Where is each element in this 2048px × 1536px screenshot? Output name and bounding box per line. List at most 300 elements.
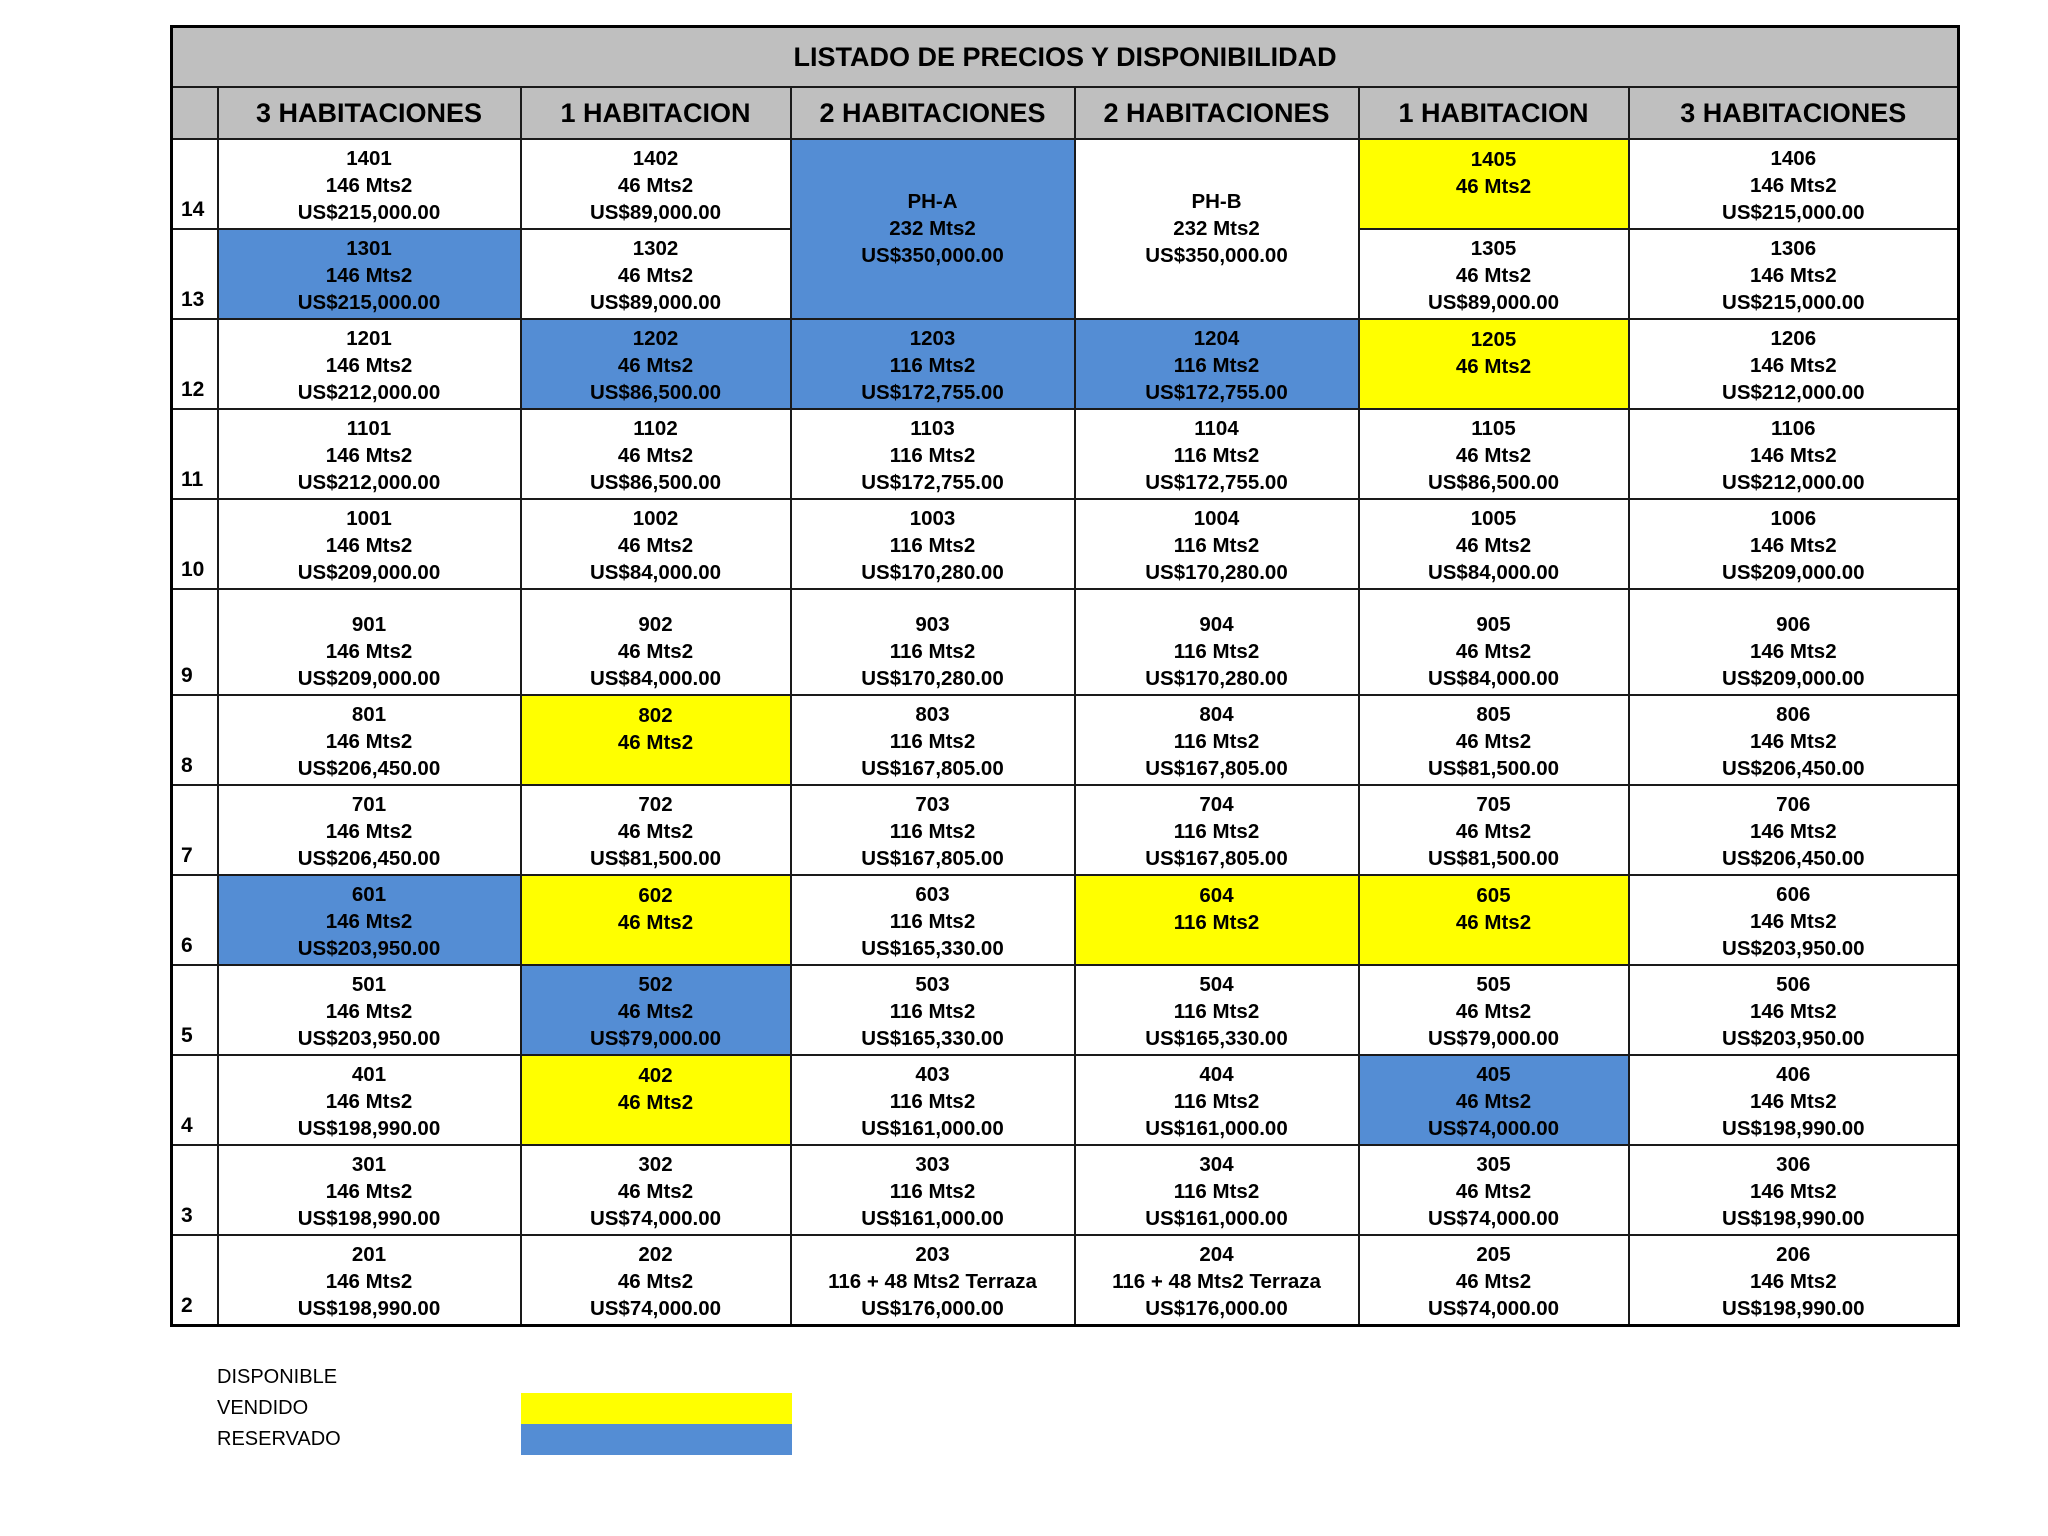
- unit-area: 116 Mts2: [889, 444, 976, 467]
- unit-cell: [521, 139, 791, 229]
- unit-number: 1302: [632, 237, 679, 260]
- header-col-2: 1 HABITACION: [521, 87, 791, 139]
- unit-number: 802: [638, 704, 673, 727]
- floor-number: 14: [172, 139, 218, 229]
- price-availability-table: [170, 25, 1960, 1327]
- unit-price: US$170,280.00: [861, 667, 1004, 690]
- unit-area: 116 Mts2: [1173, 1090, 1260, 1113]
- table-title: LISTADO DE PRECIOS Y DISPONIBILIDAD: [172, 27, 1959, 88]
- unit-number: 303: [915, 1153, 950, 1176]
- unit-price: US$74,000.00: [589, 1207, 722, 1230]
- unit-price: US$167,805.00: [861, 847, 1004, 870]
- unit-cell: [791, 1235, 1075, 1325]
- unit-number: 203: [915, 1242, 950, 1266]
- unit-number: PH-A: [907, 189, 958, 213]
- unit-cell: [1075, 589, 1359, 695]
- unit-area: 116 Mts2: [889, 534, 976, 557]
- unit-number: 1105: [1471, 417, 1516, 440]
- unit-cell: [1629, 1235, 1959, 1325]
- unit-number: 801: [351, 703, 387, 726]
- unit-cell: [791, 319, 1075, 409]
- floor-row: [172, 875, 1959, 965]
- unit-area: 116 Mts2: [889, 1180, 976, 1203]
- unit-cell: [218, 965, 521, 1055]
- unit-area: 232 Mts2: [1173, 216, 1260, 240]
- unit-number: 1104: [1194, 417, 1239, 440]
- unit-cell: [1075, 139, 1359, 319]
- unit-area: 146 Mts2: [325, 354, 413, 377]
- unit-cell: [218, 695, 521, 785]
- unit-price: US$81,500.00: [1427, 757, 1560, 780]
- floor-number: 13: [172, 229, 218, 319]
- unit-price: US$350,000.00: [861, 243, 1004, 267]
- unit-price: US$84,000.00: [589, 561, 722, 584]
- unit-cell: [521, 1055, 791, 1145]
- unit-cell: [218, 785, 521, 875]
- unit-cell: [1075, 1055, 1359, 1145]
- unit-area: 116 Mts2: [1173, 640, 1260, 663]
- unit-price: US$215,000.00: [1722, 291, 1865, 314]
- unit-number: 1201: [346, 327, 392, 350]
- unit-price: US$165,330.00: [861, 937, 1004, 960]
- unit-cell: [791, 1055, 1075, 1145]
- unit-number: 401: [351, 1063, 387, 1086]
- unit-price: US$209,000.00: [297, 667, 441, 690]
- unit-price: US$172,755.00: [861, 471, 1004, 494]
- header-row: [172, 87, 1959, 139]
- unit-number: 905: [1476, 613, 1511, 636]
- unit-cell: [521, 409, 791, 499]
- unit-area: 46 Mts2: [617, 1000, 694, 1023]
- unit-area: 146 Mts2: [1749, 820, 1837, 843]
- floor-row: [172, 695, 1959, 785]
- unit-area: 146 Mts2: [1749, 354, 1837, 377]
- unit-cell: [1629, 409, 1959, 499]
- unit-price: US$176,000.00: [861, 1296, 1004, 1320]
- unit-cell: [218, 1235, 521, 1325]
- header-col-4: 2 HABITACIONES: [1075, 87, 1359, 139]
- floor-number: 12: [172, 319, 218, 409]
- unit-price: US$170,280.00: [861, 561, 1004, 584]
- unit-price: US$212,000.00: [1722, 381, 1865, 404]
- unit-number: 1401: [346, 147, 392, 170]
- unit-number: 1003: [909, 507, 956, 530]
- unit-area: 46 Mts2: [1455, 534, 1532, 557]
- unit-cell: [1359, 785, 1629, 875]
- unit-area: 146 Mts2: [325, 910, 413, 933]
- unit-area: 146 Mts2: [325, 534, 413, 557]
- unit-price: US$74,000.00: [1427, 1207, 1560, 1230]
- legend-label: VENDIDO: [217, 1397, 309, 1419]
- unit-number: 605: [1476, 884, 1511, 907]
- unit-price: US$206,450.00: [1722, 757, 1865, 780]
- unit-cell: [218, 589, 521, 695]
- unit-cell: [521, 499, 791, 589]
- floor-number: 2: [172, 1235, 218, 1325]
- unit-area: 116 Mts2: [889, 1090, 976, 1113]
- unit-area: 146 Mts2: [1749, 264, 1837, 287]
- unit-area: 116 Mts2: [1173, 444, 1260, 467]
- unit-number: 505: [1476, 973, 1511, 996]
- unit-area: 46 Mts2: [1455, 355, 1532, 378]
- unit-price: US$203,950.00: [297, 1027, 441, 1050]
- unit-area: 46 Mts2: [617, 820, 694, 843]
- unit-number: 901: [351, 613, 387, 636]
- unit-price: US$215,000.00: [297, 201, 441, 224]
- unit-price: US$81,500.00: [1427, 847, 1560, 870]
- unit-area: 46 Mts2: [617, 911, 694, 934]
- unit-area: 46 Mts2: [617, 264, 694, 287]
- unit-number: 603: [915, 883, 950, 906]
- unit-price: US$86,500.00: [589, 471, 722, 494]
- unit-area: 46 Mts2: [617, 354, 694, 377]
- unit-number: 506: [1776, 973, 1811, 996]
- unit-number: 701: [351, 793, 387, 816]
- floor-row: [172, 965, 1959, 1055]
- unit-number: 1402: [632, 147, 679, 170]
- unit-number: 1002: [632, 507, 679, 530]
- unit-cell: [521, 875, 791, 965]
- floor-number: 9: [172, 589, 218, 695]
- unit-cell: [1629, 229, 1959, 319]
- unit-cell: [218, 229, 521, 319]
- unit-number: 1301: [346, 237, 392, 260]
- unit-area: 116 Mts2: [889, 354, 976, 377]
- unit-number: 304: [1199, 1153, 1234, 1176]
- legend-swatch-vendido: [521, 1393, 792, 1424]
- unit-cell: [1359, 229, 1629, 319]
- unit-number: 906: [1776, 613, 1811, 636]
- unit-cell: [1629, 785, 1959, 875]
- unit-price: US$176,000.00: [1145, 1296, 1288, 1320]
- unit-cell: [1359, 589, 1629, 695]
- unit-cell: [1075, 785, 1359, 875]
- floor-number: 8: [172, 695, 218, 785]
- unit-price: US$89,000.00: [589, 201, 722, 224]
- unit-area: 146 Mts2: [1749, 640, 1837, 663]
- legend-label: DISPONIBLE: [217, 1366, 338, 1388]
- unit-number: 702: [638, 793, 673, 816]
- unit-price: US$212,000.00: [1722, 471, 1865, 494]
- unit-number: 604: [1199, 884, 1234, 907]
- unit-number: 206: [1776, 1242, 1811, 1266]
- unit-area: 116 Mts2: [1173, 354, 1260, 377]
- unit-cell: [1629, 319, 1959, 409]
- floor-row: [172, 499, 1959, 589]
- unit-number: 503: [915, 973, 950, 996]
- unit-cell: [1359, 139, 1629, 229]
- unit-cell: [1075, 1235, 1359, 1325]
- unit-price: US$165,330.00: [1145, 1027, 1288, 1050]
- unit-number: 706: [1776, 793, 1811, 816]
- unit-area: 146 Mts2: [325, 640, 413, 663]
- unit-area: 46 Mts2: [617, 640, 694, 663]
- unit-cell: [1359, 1145, 1629, 1235]
- unit-price: US$198,990.00: [1722, 1207, 1865, 1230]
- unit-price: US$89,000.00: [589, 291, 722, 314]
- unit-cell: [1075, 409, 1359, 499]
- unit-area: 116 + 48 Mts2 Terraza: [1112, 1269, 1321, 1293]
- unit-area: 146 Mts2: [1749, 1180, 1837, 1203]
- unit-number: 1405: [1470, 148, 1517, 171]
- floor-row: [172, 589, 1959, 695]
- unit-price: US$161,000.00: [861, 1117, 1004, 1140]
- unit-number: 602: [638, 884, 673, 907]
- unit-cell: [1075, 319, 1359, 409]
- unit-cell: [791, 965, 1075, 1055]
- unit-cell: [791, 695, 1075, 785]
- unit-price: US$206,450.00: [297, 847, 441, 870]
- unit-cell: [218, 499, 521, 589]
- unit-number: 406: [1776, 1063, 1811, 1086]
- header-col-3: 2 HABITACIONES: [791, 87, 1075, 139]
- header-col-6: 3 HABITACIONES: [1629, 87, 1959, 139]
- unit-area: 146 Mts2: [1749, 444, 1837, 467]
- unit-price: US$167,805.00: [1145, 847, 1288, 870]
- unit-cell: [791, 409, 1075, 499]
- unit-area: 46 Mts2: [1455, 1000, 1532, 1023]
- unit-area: 116 Mts2: [1173, 534, 1260, 557]
- unit-price: US$203,950.00: [1722, 937, 1865, 960]
- unit-cell: [1629, 589, 1959, 695]
- unit-number: 1203: [909, 327, 956, 350]
- unit-cell: [521, 1235, 791, 1325]
- floor-number: 7: [172, 785, 218, 875]
- unit-area: 46 Mts2: [617, 174, 694, 197]
- unit-cell: [1359, 875, 1629, 965]
- unit-number: 1106: [1771, 417, 1816, 440]
- unit-area: 46 Mts2: [1455, 175, 1532, 198]
- unit-number: 1005: [1470, 507, 1517, 530]
- unit-cell: [521, 1145, 791, 1235]
- header-col-1: 3 HABITACIONES: [218, 87, 521, 139]
- unit-area: 146 Mts2: [325, 1090, 413, 1113]
- unit-price: US$203,950.00: [297, 937, 441, 960]
- floor-row: [172, 409, 1959, 499]
- unit-cell: [1629, 695, 1959, 785]
- floor-number: 5: [172, 965, 218, 1055]
- unit-number: 306: [1776, 1153, 1811, 1176]
- floor-number: 11: [172, 409, 218, 499]
- unit-cell: [218, 139, 521, 229]
- unit-number: 201: [351, 1242, 387, 1266]
- unit-price: US$206,450.00: [1722, 847, 1865, 870]
- header-corner: [172, 87, 218, 139]
- unit-price: US$209,000.00: [1722, 667, 1865, 690]
- unit-cell: [1359, 1055, 1629, 1145]
- unit-number: 205: [1476, 1242, 1511, 1266]
- unit-area: 116 Mts2: [1173, 911, 1260, 934]
- unit-number: 1001: [346, 507, 392, 530]
- unit-area: 116 Mts2: [889, 730, 976, 753]
- unit-price: US$215,000.00: [1722, 201, 1865, 224]
- unit-area: 146 Mts2: [325, 174, 413, 197]
- unit-number: 1305: [1470, 237, 1517, 260]
- unit-cell: [1075, 875, 1359, 965]
- unit-area: 146 Mts2: [325, 444, 413, 467]
- unit-number: 202: [638, 1242, 673, 1266]
- unit-number: 1206: [1770, 327, 1817, 350]
- unit-area: 116 Mts2: [1173, 820, 1260, 843]
- unit-number: 1103: [910, 417, 955, 440]
- unit-cell: [218, 1145, 521, 1235]
- unit-number: 904: [1199, 613, 1234, 636]
- unit-price: US$172,755.00: [861, 381, 1004, 404]
- unit-cell: [791, 589, 1075, 695]
- unit-cell: [1629, 499, 1959, 589]
- unit-number: 704: [1199, 793, 1234, 816]
- unit-area: 116 + 48 Mts2 Terraza: [828, 1269, 1037, 1293]
- unit-area: 146 Mts2: [1749, 1000, 1837, 1023]
- unit-cell: [791, 875, 1075, 965]
- unit-area: 146 Mts2: [1749, 534, 1837, 557]
- floor-row: [172, 1145, 1959, 1235]
- unit-price: US$165,330.00: [861, 1027, 1004, 1050]
- unit-price: US$209,000.00: [1722, 561, 1865, 584]
- floor-number: 6: [172, 875, 218, 965]
- unit-area: 46 Mts2: [617, 1269, 694, 1293]
- unit-cell: [1629, 875, 1959, 965]
- unit-area: 46 Mts2: [1455, 1180, 1532, 1203]
- floor-row: [172, 785, 1959, 875]
- unit-price: US$79,000.00: [1427, 1027, 1560, 1050]
- unit-price: US$172,755.00: [1145, 471, 1288, 494]
- unit-area: 46 Mts2: [1455, 264, 1532, 287]
- unit-area: 46 Mts2: [1455, 640, 1532, 663]
- unit-cell: [1359, 1235, 1629, 1325]
- unit-cell: [1629, 139, 1959, 229]
- unit-area: 146 Mts2: [1749, 1269, 1837, 1293]
- unit-cell: [1075, 499, 1359, 589]
- unit-area: 116 Mts2: [1173, 730, 1260, 753]
- unit-cell: [1075, 965, 1359, 1055]
- unit-cell: [1075, 695, 1359, 785]
- unit-number: 1101: [346, 417, 392, 440]
- unit-price: US$74,000.00: [589, 1296, 722, 1320]
- unit-cell: [791, 785, 1075, 875]
- unit-cell: [218, 409, 521, 499]
- unit-number: 403: [915, 1063, 950, 1086]
- unit-price: US$79,000.00: [589, 1027, 722, 1050]
- unit-number: 405: [1476, 1063, 1511, 1086]
- unit-area: 46 Mts2: [617, 1180, 694, 1203]
- floor-row: [172, 1235, 1959, 1325]
- unit-area: 146 Mts2: [325, 1180, 413, 1203]
- unit-number: 606: [1776, 883, 1811, 906]
- unit-area: 116 Mts2: [889, 640, 976, 663]
- unit-cell: [1629, 1055, 1959, 1145]
- unit-price: US$198,990.00: [297, 1296, 441, 1320]
- unit-area: 46 Mts2: [1455, 730, 1532, 753]
- unit-number: 903: [915, 613, 950, 636]
- unit-price: US$161,000.00: [861, 1207, 1004, 1230]
- unit-price: US$198,990.00: [1722, 1296, 1865, 1320]
- unit-price: US$161,000.00: [1145, 1207, 1288, 1230]
- unit-cell: [521, 695, 791, 785]
- unit-area: 46 Mts2: [1455, 444, 1532, 467]
- unit-number: PH-B: [1191, 189, 1242, 213]
- unit-number: 1306: [1770, 237, 1817, 260]
- unit-cell: [1629, 1145, 1959, 1235]
- unit-area: 116 Mts2: [889, 820, 976, 843]
- unit-area: 146 Mts2: [1749, 174, 1837, 197]
- unit-area: 146 Mts2: [325, 730, 413, 753]
- unit-number: 302: [638, 1153, 673, 1176]
- unit-area: 146 Mts2: [325, 1269, 413, 1293]
- unit-price: US$74,000.00: [1427, 1296, 1560, 1320]
- unit-area: 116 Mts2: [889, 910, 976, 933]
- unit-cell: [1359, 965, 1629, 1055]
- unit-number: 402: [638, 1064, 673, 1087]
- unit-cell: [1629, 965, 1959, 1055]
- unit-price: US$212,000.00: [297, 471, 441, 494]
- unit-number: 806: [1776, 703, 1811, 726]
- unit-number: 1004: [1193, 507, 1240, 530]
- floor-number: 3: [172, 1145, 218, 1235]
- unit-area: 46 Mts2: [617, 534, 694, 557]
- unit-price: US$89,000.00: [1427, 291, 1560, 314]
- unit-number: 601: [351, 883, 387, 906]
- unit-price: US$81,500.00: [589, 847, 722, 870]
- unit-price: US$350,000.00: [1145, 243, 1288, 267]
- unit-number: 902: [638, 613, 673, 636]
- legend-swatch-reservado: [521, 1424, 792, 1455]
- unit-cell: [521, 319, 791, 409]
- unit-cell: [521, 229, 791, 319]
- unit-number: 1204: [1193, 327, 1240, 350]
- unit-price: US$206,450.00: [297, 757, 441, 780]
- unit-area: 46 Mts2: [1455, 1090, 1532, 1113]
- unit-number: 803: [915, 703, 950, 726]
- floor-number: 10: [172, 499, 218, 589]
- unit-number: 1006: [1770, 507, 1817, 530]
- unit-number: 305: [1476, 1153, 1511, 1176]
- unit-price: US$84,000.00: [1427, 561, 1560, 584]
- unit-area: 232 Mts2: [889, 216, 976, 240]
- unit-number: 502: [638, 973, 673, 996]
- unit-cell: [791, 499, 1075, 589]
- unit-number: 1102: [633, 417, 678, 440]
- unit-number: 204: [1199, 1242, 1234, 1266]
- unit-area: 146 Mts2: [1749, 730, 1837, 753]
- unit-number: 805: [1476, 703, 1511, 726]
- unit-price: US$74,000.00: [1427, 1117, 1560, 1140]
- unit-price: US$198,990.00: [297, 1207, 441, 1230]
- unit-cell: [791, 1145, 1075, 1235]
- unit-price: US$86,500.00: [1427, 471, 1560, 494]
- unit-area: 46 Mts2: [617, 1091, 694, 1114]
- unit-price: US$86,500.00: [589, 381, 722, 404]
- unit-area: 46 Mts2: [617, 444, 694, 467]
- unit-area: 116 Mts2: [1173, 1180, 1260, 1203]
- floor-number: 4: [172, 1055, 218, 1145]
- unit-price: US$212,000.00: [297, 381, 441, 404]
- unit-area: 146 Mts2: [325, 1000, 413, 1023]
- unit-area: 116 Mts2: [889, 1000, 976, 1023]
- unit-area: 46 Mts2: [1455, 820, 1532, 843]
- unit-price: US$84,000.00: [589, 667, 722, 690]
- unit-number: 705: [1476, 793, 1511, 816]
- unit-number: 1406: [1770, 147, 1817, 170]
- unit-price: US$215,000.00: [297, 291, 441, 314]
- header-col-5: 1 HABITACION: [1359, 87, 1629, 139]
- unit-number: 804: [1199, 703, 1234, 726]
- unit-cell: [1359, 319, 1629, 409]
- unit-area: 146 Mts2: [325, 820, 413, 843]
- unit-area: 46 Mts2: [617, 731, 694, 754]
- unit-cell: [218, 319, 521, 409]
- floor-row: [172, 1055, 1959, 1145]
